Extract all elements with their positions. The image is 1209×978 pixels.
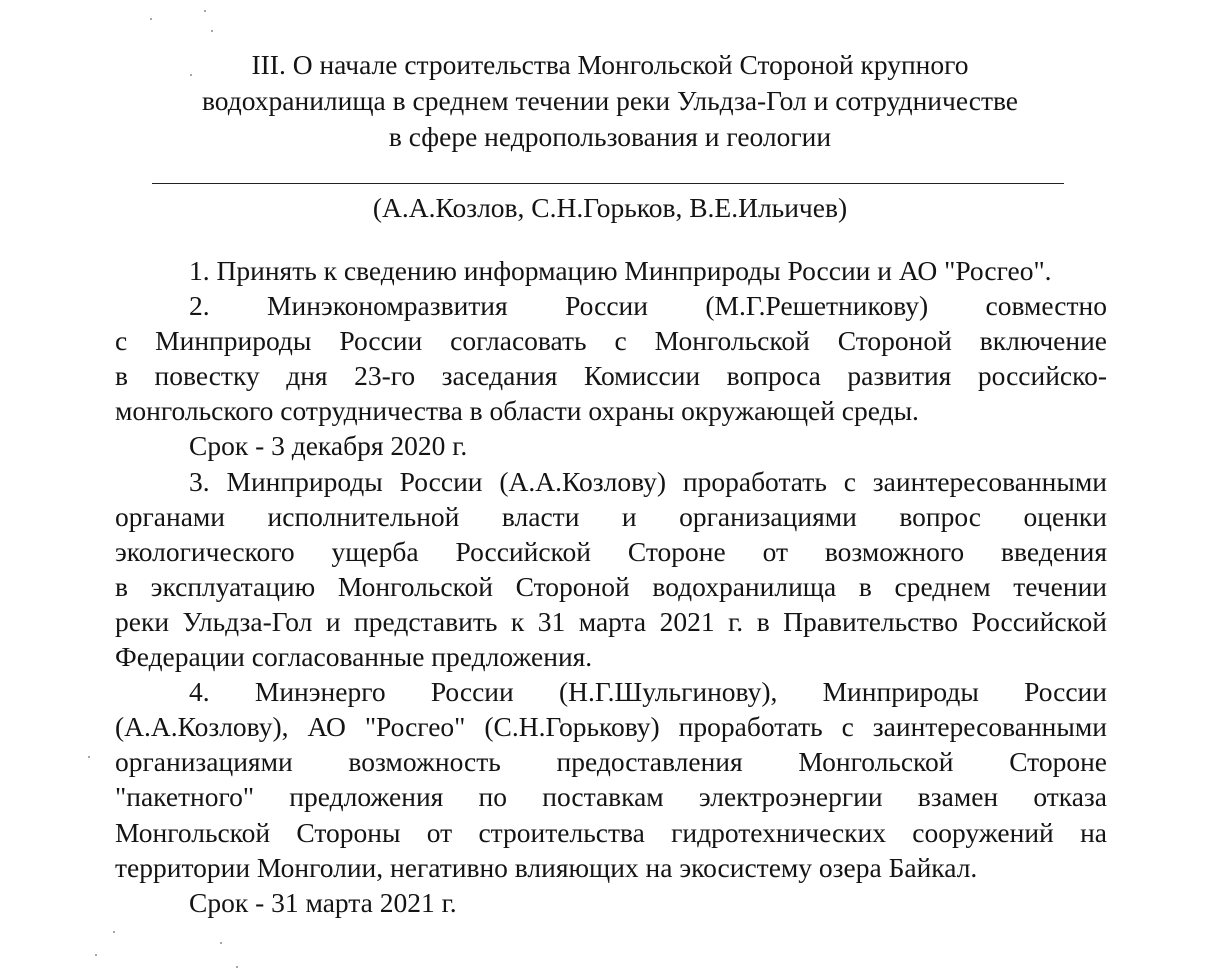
scan-speck: [190, 74, 192, 76]
document-body: [115, 253, 1107, 920]
section-title-line: водохранилища в среднем течении реки Ульдза-Гол и сотрудничестве: [201, 85, 1018, 116]
paragraph-3-line: экологического ущерба Российской Стороне от возможного введения: [115, 535, 1107, 567]
section-title-line: III. О начале строительства Монгольской Стороной крупного: [251, 49, 969, 80]
scan-speck: [95, 954, 97, 956]
paragraph-4-line: Монгольской Стороны от строительства гидротехнических сооружений на: [115, 816, 1107, 848]
paragraph-3-line: в эксплуатацию Монгольской Стороной водохранилища в среднем течении: [115, 570, 1107, 602]
deadline-line: Срок - 31 марта 2021 г.: [189, 886, 457, 918]
paragraph-3-line: реки Ульдза-Гол и представить к 31 марта 2021 г. в Правительство Российской: [115, 605, 1107, 637]
paragraph-1-line: 1. Принять к сведению информацию Минприроды России и АО "Росгео".: [189, 255, 1052, 286]
paragraph-2-line: 2. Минэкономразвития России (М.Г.Решетникову) совместно: [189, 290, 1107, 322]
paragraph-2-line: в повестку дня 23-го заседания Комиссии вопроса развития российско-: [115, 360, 1107, 392]
paragraph-3-line: 3. Минприроды России (А.А.Козлову) проработать с заинтересованными: [189, 465, 1107, 497]
scan-speck: [113, 931, 115, 933]
scan-speck: [150, 18, 152, 20]
deadline-line: Срок - 3 декабря 2020 г.: [189, 430, 468, 462]
paragraph-4-line: "пакетного" предложения по поставкам электроэнергии взамен отказа: [115, 781, 1107, 813]
paragraph-2-line: с Минприроды России согласовать с Монгольской Стороной включение: [115, 325, 1107, 357]
section-title-line: в сфере недропользования и геологии: [388, 121, 832, 152]
paragraph-4-line: 4. Минэнерго России (Н.Г.Шульгинову), Минприроды России: [189, 676, 1107, 708]
scan-speck: [88, 756, 90, 758]
scan-speck: [220, 942, 222, 944]
paragraph-3-line: органами исполнительной власти и организациями вопрос оценки: [115, 500, 1107, 532]
paragraph-4-line: (А.А.Козлову), АО "Росгео" (С.Н.Горькову) проработать с заинтересованными: [115, 711, 1107, 743]
scan-speck: [211, 30, 213, 32]
paragraph-3-line: Федерации согласованные предложения.: [115, 641, 593, 673]
title-divider: [152, 183, 1064, 184]
paragraph-4-line: организациями возможность предоставления Монгольской Стороне: [115, 746, 1107, 778]
section-title: [110, 47, 1110, 155]
paragraph-4-line: территории Монголии, негативно влияющих на экосистему озера Байкал.: [115, 851, 978, 883]
scan-speck: [236, 966, 238, 968]
scan-speck: [204, 10, 206, 12]
responsible-persons: (А.А.Козлов, С.Н.Горьков, В.Е.Ильичев): [372, 192, 848, 223]
paragraph-2-line: монгольского сотрудничества в области охраны окружающей среды.: [115, 395, 919, 427]
